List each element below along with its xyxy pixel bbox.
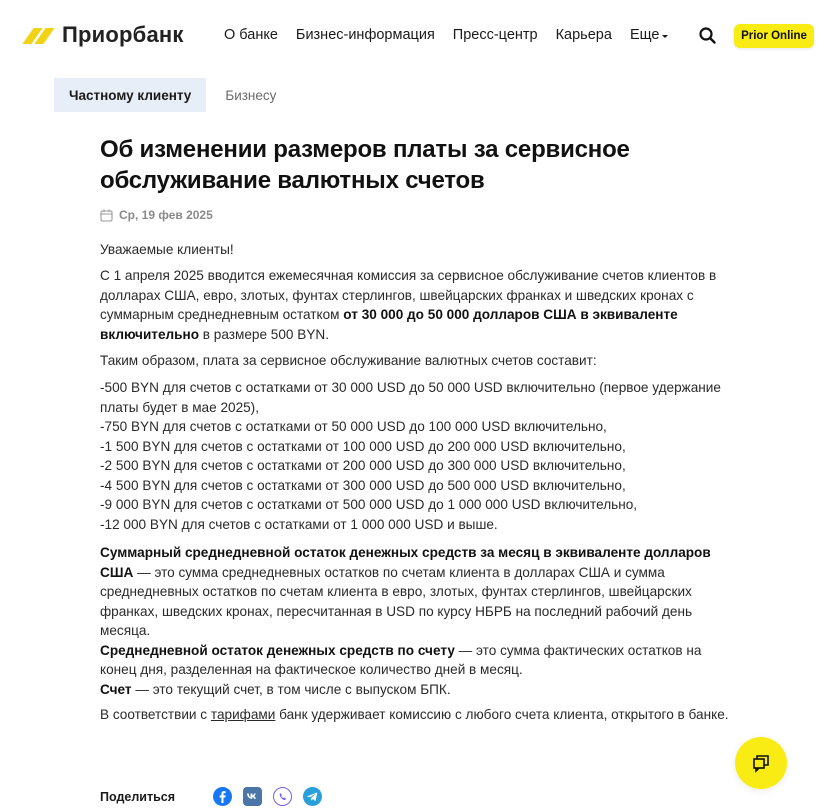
definition-term: Среднедневной остаток денежных средств по счету [100, 642, 455, 658]
nav-item-career[interactable]: Карьера [555, 27, 612, 43]
chat-icon [751, 753, 771, 773]
definition-item [100, 680, 740, 700]
share-bar [100, 787, 333, 806]
definition-term: Счет [100, 681, 132, 697]
intro-text-2: в размере 500 BYN. [199, 326, 329, 342]
date-text: Ср, 19 фев 2025 [119, 208, 213, 222]
vk-icon[interactable] [243, 787, 262, 806]
definitions [100, 543, 740, 699]
chevron-down-icon [662, 35, 668, 38]
fee-item: -1 500 BYN для счетов с остатками от 100 000 USD до 200 000 USD включительно, [100, 438, 626, 454]
fee-item: -12 000 BYN для счетов с остатками от 1 000 000 USD и выше. [100, 516, 498, 532]
fee-item: -9 000 BYN для счетов с остатками от 500 000 USD до 1 000 000 USD включительно, [100, 497, 638, 512]
article-date [100, 208, 740, 222]
nav-item-more[interactable] [630, 27, 669, 43]
chat-button[interactable] [735, 737, 787, 789]
viber-icon[interactable] [273, 787, 292, 806]
definition-text: — это сумма среднедневных остатков по счетам клиента в долларах США и сумма среднедневных остатков по счетам клиента в евро, злотых, фунтах стерлингов, швейцарских франках, шведских кронах, пересчитанная в USD по курсу НБРБ на последний рабочий день месяца. [100, 564, 693, 638]
definition-text: — это сумма фактических остатков на конец дня, разделенная на фактическое количество дней в месяц. [100, 642, 702, 677]
definition-term: Суммарный среднедневной остаток денежных средств за месяц в эквиваленте долларов США [100, 545, 711, 580]
logo[interactable] [22, 22, 184, 48]
intro-bold: от 30 000 до 50 000 долларов США в эквиваленте включительно [100, 307, 678, 342]
audience-tabs [54, 78, 291, 112]
greeting: Уважаемые клиенты! [100, 242, 234, 257]
tariff-text-1: В соответствии с [100, 707, 211, 722]
article [100, 134, 740, 722]
definition-item [100, 543, 740, 641]
tab-business[interactable]: Бизнесу [225, 87, 277, 103]
logo-mark-icon [22, 24, 56, 46]
share-label: Поделиться [100, 789, 176, 804]
intro-text-1: С 1 апреля 2025 вводится ежемесячная комиссия за сервисное обслуживание счетов клиентов в долларах США, евро, злотых, фунтах стерлингов, швейцарских франках и шведских кронах с суммарным среднедневным остатком [100, 268, 717, 322]
tariff-paragraph [100, 705, 730, 725]
tariffs-link[interactable]: тарифами [210, 707, 276, 722]
nav-item-press-center[interactable]: Пресс-центр [452, 27, 538, 43]
fee-item: -2 500 BYN для счетов с остатками от 200 000 USD до 300 000 USD включительно, [100, 458, 626, 473]
definition-text: — это текущий счет, в том числе с выпуском БПК. [131, 681, 451, 697]
nav-item-business-info[interactable]: Бизнес-информация [295, 27, 435, 43]
fee-item: -500 BYN для счетов с остатками от 30 000 USD до 50 000 USD включительно (первое удержание платы будет в мае 2025), [100, 380, 721, 415]
site-header [0, 0, 835, 72]
intro-paragraph [100, 266, 735, 344]
telegram-icon[interactable] [303, 787, 322, 806]
search-icon[interactable] [698, 26, 718, 46]
nav-item-more-label: Еще [629, 27, 660, 43]
logo-text: Приорбанк [62, 22, 184, 47]
fee-item: -750 BYN для счетов с остатками от 50 000 USD до 100 000 USD включительно, [100, 419, 607, 434]
page-title: Об изменении размеров платы за сервисное обслуживание валютных счетов [100, 136, 630, 194]
fee-list [100, 378, 730, 534]
tab-private-client[interactable]: Частному клиенту [54, 78, 206, 112]
prior-online-button[interactable]: Prior Online [734, 24, 814, 48]
facebook-icon[interactable] [213, 787, 232, 806]
calendar-icon [100, 209, 113, 222]
main-nav [224, 27, 686, 43]
nav-item-about[interactable]: О банке [224, 27, 278, 43]
fees-intro: Таким образом, плата за сервисное обслуживание валютных счетов составит: [100, 353, 597, 368]
definition-item [100, 641, 740, 680]
fee-item: -4 500 BYN для счетов с остатками от 300 000 USD до 500 000 USD включительно, [100, 477, 626, 493]
tariff-text-2: банк удерживает комиссию с любого счета клиента, открытого в банке. [275, 707, 729, 722]
